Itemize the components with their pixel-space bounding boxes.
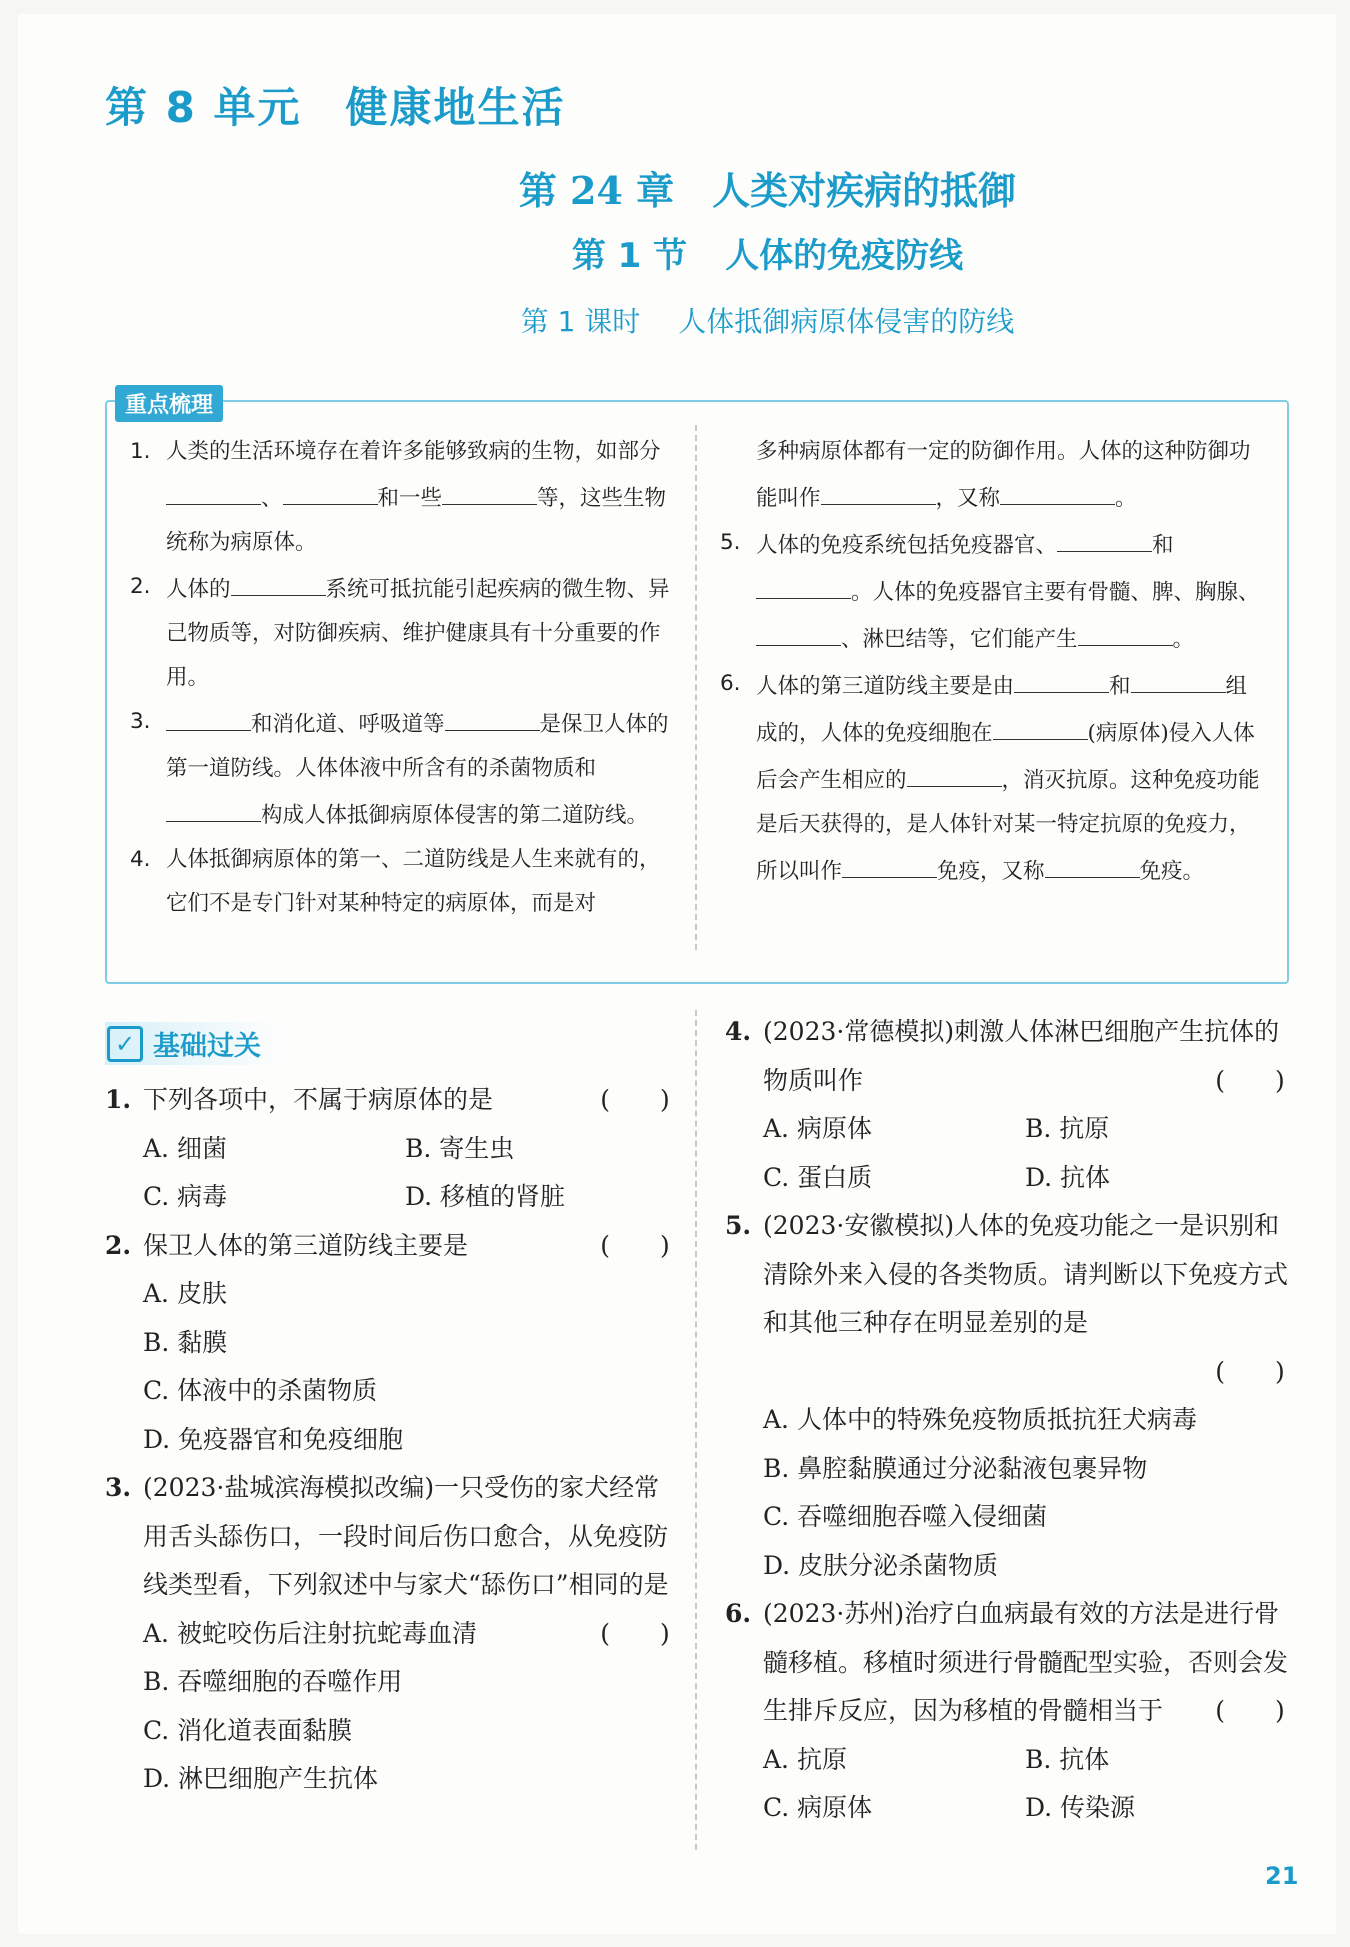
basic-practice-label: 基础过关 xyxy=(153,1031,261,1062)
unit-name: 健康地生活 xyxy=(345,83,566,132)
fill-blank[interactable] xyxy=(1045,847,1140,878)
fill-blank[interactable] xyxy=(993,709,1088,740)
question-2 xyxy=(105,1222,675,1271)
item-number: 6. xyxy=(720,671,741,696)
item-text: ，又称 xyxy=(935,486,1001,511)
question-number: 6. xyxy=(725,1599,752,1628)
option-a[interactable]: A. 抗原 xyxy=(763,1744,847,1774)
option-a[interactable]: A. 皮肤 xyxy=(143,1279,227,1308)
option-d[interactable]: D. 抗体 xyxy=(1025,1162,1111,1192)
section-name: 人体的免疫防线 xyxy=(725,236,964,276)
item-number: 3. xyxy=(130,709,151,734)
questions-left-column xyxy=(105,1076,675,1804)
fill-blank[interactable] xyxy=(1057,521,1152,552)
item-text: 构成人体抵御病原体侵害的第二道防线。 xyxy=(261,803,649,828)
fill-blank[interactable] xyxy=(1078,615,1173,646)
item-text: 人类的生活环境存在着许多能够致病的生物，如部分 xyxy=(166,439,661,464)
options-row xyxy=(725,1784,1290,1833)
question-6 xyxy=(725,1590,1290,1736)
fill-blank[interactable] xyxy=(445,700,540,731)
option-a[interactable]: A. 人体中的特殊免疫物质抵抗狂犬病毒 xyxy=(763,1405,1197,1434)
fill-blank[interactable] xyxy=(756,615,841,646)
key-point-1 xyxy=(130,430,670,565)
option-b[interactable]: B. 寄生虫 xyxy=(405,1133,515,1163)
question-1 xyxy=(105,1076,675,1125)
key-points-tag: 重点梳理 xyxy=(115,385,223,422)
option-b[interactable]: B. 黏膜 xyxy=(143,1327,228,1357)
question-number: 2. xyxy=(105,1230,132,1260)
key-points-left-column xyxy=(130,430,670,926)
question-stem: (2023·盐城滨海模拟改编)一只受伤的家犬经常用舌头舔伤口，一段时间后伤口愈合，从免疫防线类型看，下列叙述中与家犬“舔伤口”相同的是 xyxy=(143,1473,669,1599)
basic-practice-tag xyxy=(105,1022,281,1065)
key-point-5 xyxy=(720,521,1260,662)
key-point-6 xyxy=(720,662,1260,894)
item-text: 人体的免疫系统包括免疫器官、 xyxy=(756,533,1058,558)
question-3 xyxy=(105,1464,675,1610)
unit-title xyxy=(105,75,566,135)
lesson-title xyxy=(0,300,1350,340)
option-b[interactable]: B. 鼻腔黏膜通过分泌黏液包裹异物 xyxy=(763,1453,1148,1483)
key-point-4 xyxy=(130,838,670,926)
option-c[interactable]: C. 体液中的杀菌物质 xyxy=(143,1376,378,1405)
item-text: 免疫。 xyxy=(1139,859,1205,884)
fill-blank[interactable] xyxy=(166,791,261,822)
question-stem: 保卫人体的第三道防线主要是 xyxy=(143,1230,469,1260)
fill-blank[interactable] xyxy=(442,474,537,505)
item-text: (病原体)侵入人体后会产生相应的 xyxy=(756,721,1255,793)
question-stem: (2023·苏州)治疗白血病最有效的方法是进行骨髓移植。移植时须进行骨髓配型实验，否则会发生排斥反应，因为移植的骨髓相当于 xyxy=(763,1599,1289,1725)
fill-blank[interactable] xyxy=(1000,474,1115,505)
item-text: 。 xyxy=(1115,486,1137,511)
key-point-3 xyxy=(130,700,670,838)
answer-parentheses[interactable] xyxy=(1210,1687,1290,1736)
answer-parentheses[interactable] xyxy=(1210,1057,1290,1106)
option-c[interactable]: C. 病毒 xyxy=(143,1182,228,1211)
item-text: 。 xyxy=(1172,627,1195,652)
item-text: 和一些 xyxy=(377,486,443,511)
lesson-name: 人体抵御病原体侵害的防线 xyxy=(678,305,1015,338)
fill-blank[interactable] xyxy=(1014,662,1109,693)
options-row xyxy=(725,1736,1290,1785)
option-a[interactable]: A. 被蛇咬伤后注射抗蛇毒血清 xyxy=(143,1618,477,1648)
item-text: 和 xyxy=(1152,533,1174,558)
option-d[interactable]: D. 皮肤分泌杀菌物质 xyxy=(763,1550,999,1580)
key-point-2 xyxy=(130,565,670,700)
question-number: 5. xyxy=(725,1211,752,1240)
item-text: 人体的第三道防线主要是由 xyxy=(756,674,1015,699)
fill-blank[interactable] xyxy=(166,474,261,505)
item-text: 等，这些生物统称为病原体。 xyxy=(166,486,667,555)
item-text: 和消化道、呼吸道等 xyxy=(251,712,445,737)
section-title xyxy=(0,228,1350,277)
lesson-label: 第 1 课时 xyxy=(520,305,641,338)
options-row xyxy=(105,1125,675,1174)
item-number: 5. xyxy=(720,530,741,555)
question-stem: (2023·安徽模拟)人体的免疫功能之一是识别和清除外来入侵的各类物质。请判断以下免疫方式和其他三种存在明显差别的是 xyxy=(763,1211,1289,1337)
item-text: 多种病原体都有一定的防御作用。人体的这种防御功能叫作 xyxy=(756,439,1251,511)
item-text: 人体抵御病原体的第一、二道防线是人生来就有的，它们不是专门针对某种特定的病原体，而是对 xyxy=(166,847,661,916)
question-number: 3. xyxy=(105,1473,132,1502)
key-points-right-column xyxy=(720,430,1260,894)
fill-blank[interactable] xyxy=(842,847,937,878)
options-row xyxy=(105,1173,675,1222)
item-text: 免疫，又称 xyxy=(937,859,1045,884)
item-number: 1. xyxy=(130,439,151,464)
item-text: 和 xyxy=(1109,674,1131,699)
item-text: 是保卫人体的第一道防线。人体体液中所含有的杀菌物质和 xyxy=(166,712,669,781)
question-number: 4. xyxy=(725,1017,752,1046)
question-stem: 下列各项中，不属于病原体的是 xyxy=(143,1085,494,1114)
unit-label: 第 8 单元 xyxy=(105,83,302,132)
option-d[interactable]: D. 移植的肾脏 xyxy=(405,1182,566,1211)
answer-parentheses[interactable] xyxy=(1210,1348,1290,1397)
answer-parentheses[interactable] xyxy=(595,1610,675,1659)
option-c[interactable]: C. 蛋白质 xyxy=(763,1162,873,1192)
fill-blank[interactable] xyxy=(166,700,251,731)
option-a[interactable]: A. 病原体 xyxy=(763,1114,872,1143)
fill-blank[interactable] xyxy=(756,568,851,599)
questions-right-column xyxy=(725,1008,1290,1833)
option-c[interactable]: C. 消化道表面黏膜 xyxy=(143,1715,353,1745)
option-d[interactable]: D. 传染源 xyxy=(1025,1793,1136,1822)
chapter-title xyxy=(0,160,1350,215)
option-c[interactable]: C. 吞噬细胞吞噬入侵细菌 xyxy=(763,1502,1048,1531)
option-c[interactable]: C. 病原体 xyxy=(763,1793,873,1822)
option-b[interactable]: B. 吞噬细胞的吞噬作用 xyxy=(143,1667,403,1696)
fill-blank[interactable] xyxy=(907,756,1002,787)
option-d[interactable]: D. 淋巴细胞产生抗体 xyxy=(143,1764,379,1793)
key-point-4-continued xyxy=(720,430,1260,521)
column-divider xyxy=(695,1010,697,1850)
question-5 xyxy=(725,1202,1290,1396)
item-number: 4. xyxy=(130,847,151,872)
item-text: 。人体的免疫器官主要有骨髓、脾、胸腺、 xyxy=(851,580,1260,605)
item-number: 2. xyxy=(130,574,151,599)
section-label: 第 1 节 xyxy=(571,236,688,276)
options-row xyxy=(725,1105,1290,1154)
question-4 xyxy=(725,1008,1290,1105)
option-b[interactable]: B. 抗原 xyxy=(1025,1114,1110,1143)
question-number: 1. xyxy=(105,1085,132,1114)
option-d[interactable]: D. 免疫器官和免疫细胞 xyxy=(143,1424,404,1454)
item-text: ，消灭抗原。这种免疫功能是后天获得的，是人体针对某一特定抗原的免疫力，所以叫作 xyxy=(756,768,1260,884)
item-text: 组成的，人体的免疫细胞在 xyxy=(756,674,1248,746)
chapter-label: 第 24 章 xyxy=(518,168,675,213)
chapter-name: 人类对疾病的抵御 xyxy=(712,168,1017,213)
option-b[interactable]: B. 抗体 xyxy=(1025,1744,1110,1774)
fill-blank[interactable] xyxy=(283,474,378,505)
option-a[interactable]: A. 细菌 xyxy=(143,1133,227,1163)
options-row xyxy=(725,1154,1290,1203)
item-text: 系统可抵抗能引起疾病的微生物、异己物质等，对防御疾病、维护健康具有十分重要的作用。 xyxy=(166,577,670,690)
checkbox-icon: ✓ xyxy=(107,1026,143,1062)
answer-parentheses[interactable] xyxy=(595,1222,675,1271)
question-stem: (2023·常德模拟)刺激人体淋巴细胞产生抗体的物质叫作 xyxy=(763,1017,1280,1095)
fill-blank[interactable] xyxy=(231,565,326,596)
item-text: 、 xyxy=(261,486,283,511)
answer-parentheses[interactable] xyxy=(595,1076,675,1125)
fill-blank[interactable] xyxy=(821,474,936,505)
fill-blank[interactable] xyxy=(1131,662,1226,693)
page-number: 21 xyxy=(1265,1862,1299,1890)
review-divider xyxy=(695,425,697,950)
item-text: 人体的 xyxy=(166,577,231,602)
item-text: 、淋巴结等，它们能产生 xyxy=(841,627,1078,652)
